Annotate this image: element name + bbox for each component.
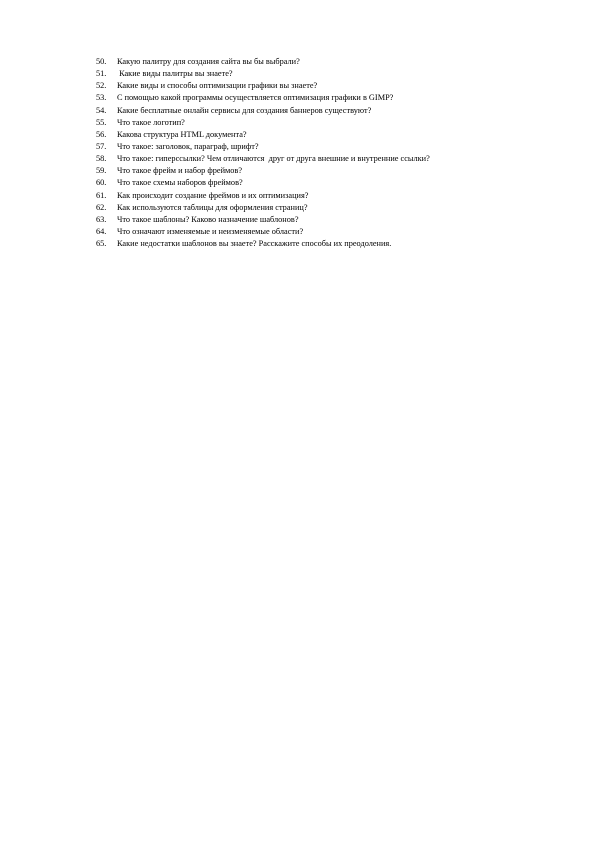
question-text: Как используются таблицы для оформления страниц?	[117, 202, 308, 212]
question-number: 57.	[96, 141, 107, 151]
question-item-61	[96, 190, 566, 202]
question-text: Какую палитру для создания сайта вы бы выбрали?	[117, 57, 300, 66]
question-number: 59.	[96, 166, 107, 176]
question-text: Какие бесплатные онлайн сервисы для создания баннеров существуют?	[117, 105, 372, 115]
question-text: Что такое фрейм и набор фреймов?	[117, 166, 243, 176]
question-text: Какие виды и способы оптимизации графики вы знаете?	[117, 81, 318, 91]
question-item-51	[96, 68, 566, 80]
question-item-52	[96, 80, 566, 92]
question-text: Что означают изменяемые и неизменяемые области?	[117, 226, 304, 236]
question-number: 65.	[96, 239, 107, 249]
question-item-50	[96, 56, 566, 68]
question-number: 50.	[96, 57, 107, 66]
question-item-63	[96, 214, 566, 226]
question-text: Что такое: гиперссылки? Чем отличаются друг от друга внешние и внутренние ссылки?	[117, 154, 430, 164]
question-text: Какие недостатки шаблонов вы знаете? Расскажите способы их преодоления.	[117, 239, 392, 249]
question-text: Как происходит создание фреймов и их оптимизация?	[117, 190, 309, 200]
question-item-57	[96, 141, 566, 153]
question-number: 64.	[96, 226, 107, 236]
question-number: 55.	[96, 117, 107, 127]
question-text: С помощью какой программы осуществляется оптимизация графики в GIMP?	[117, 93, 394, 103]
question-text: Какова структура HTML документа?	[117, 129, 247, 139]
question-text: Что такое логотип?	[117, 117, 185, 127]
question-number: 52.	[96, 81, 107, 91]
question-item-58	[96, 153, 566, 165]
question-text: Что такое шаблоны? Каково назначение шаблонов?	[117, 214, 299, 224]
question-number: 60.	[96, 178, 107, 188]
question-text: Какие виды палитры вы знаете?	[117, 69, 233, 79]
question-number: 58.	[96, 154, 107, 164]
question-number: 51.	[96, 69, 107, 79]
question-number: 61.	[96, 190, 107, 200]
question-item-64	[96, 226, 566, 238]
question-item-54	[96, 105, 566, 117]
question-text: Что такое схемы наборов фреймов?	[117, 178, 243, 188]
question-number: 56.	[96, 129, 107, 139]
question-item-56	[96, 129, 566, 141]
question-number: 54.	[96, 105, 107, 115]
question-item-59	[96, 165, 566, 177]
question-number: 63.	[96, 214, 107, 224]
question-number: 53.	[96, 93, 107, 103]
question-item-55	[96, 117, 566, 129]
question-list	[96, 56, 566, 250]
question-item-53	[96, 92, 566, 104]
question-item-60	[96, 177, 566, 189]
question-number: 62.	[96, 202, 107, 212]
question-text: Что такое: заголовок, параграф, шрифт?	[117, 141, 259, 151]
question-item-62	[96, 202, 566, 214]
question-item-65	[96, 238, 566, 250]
